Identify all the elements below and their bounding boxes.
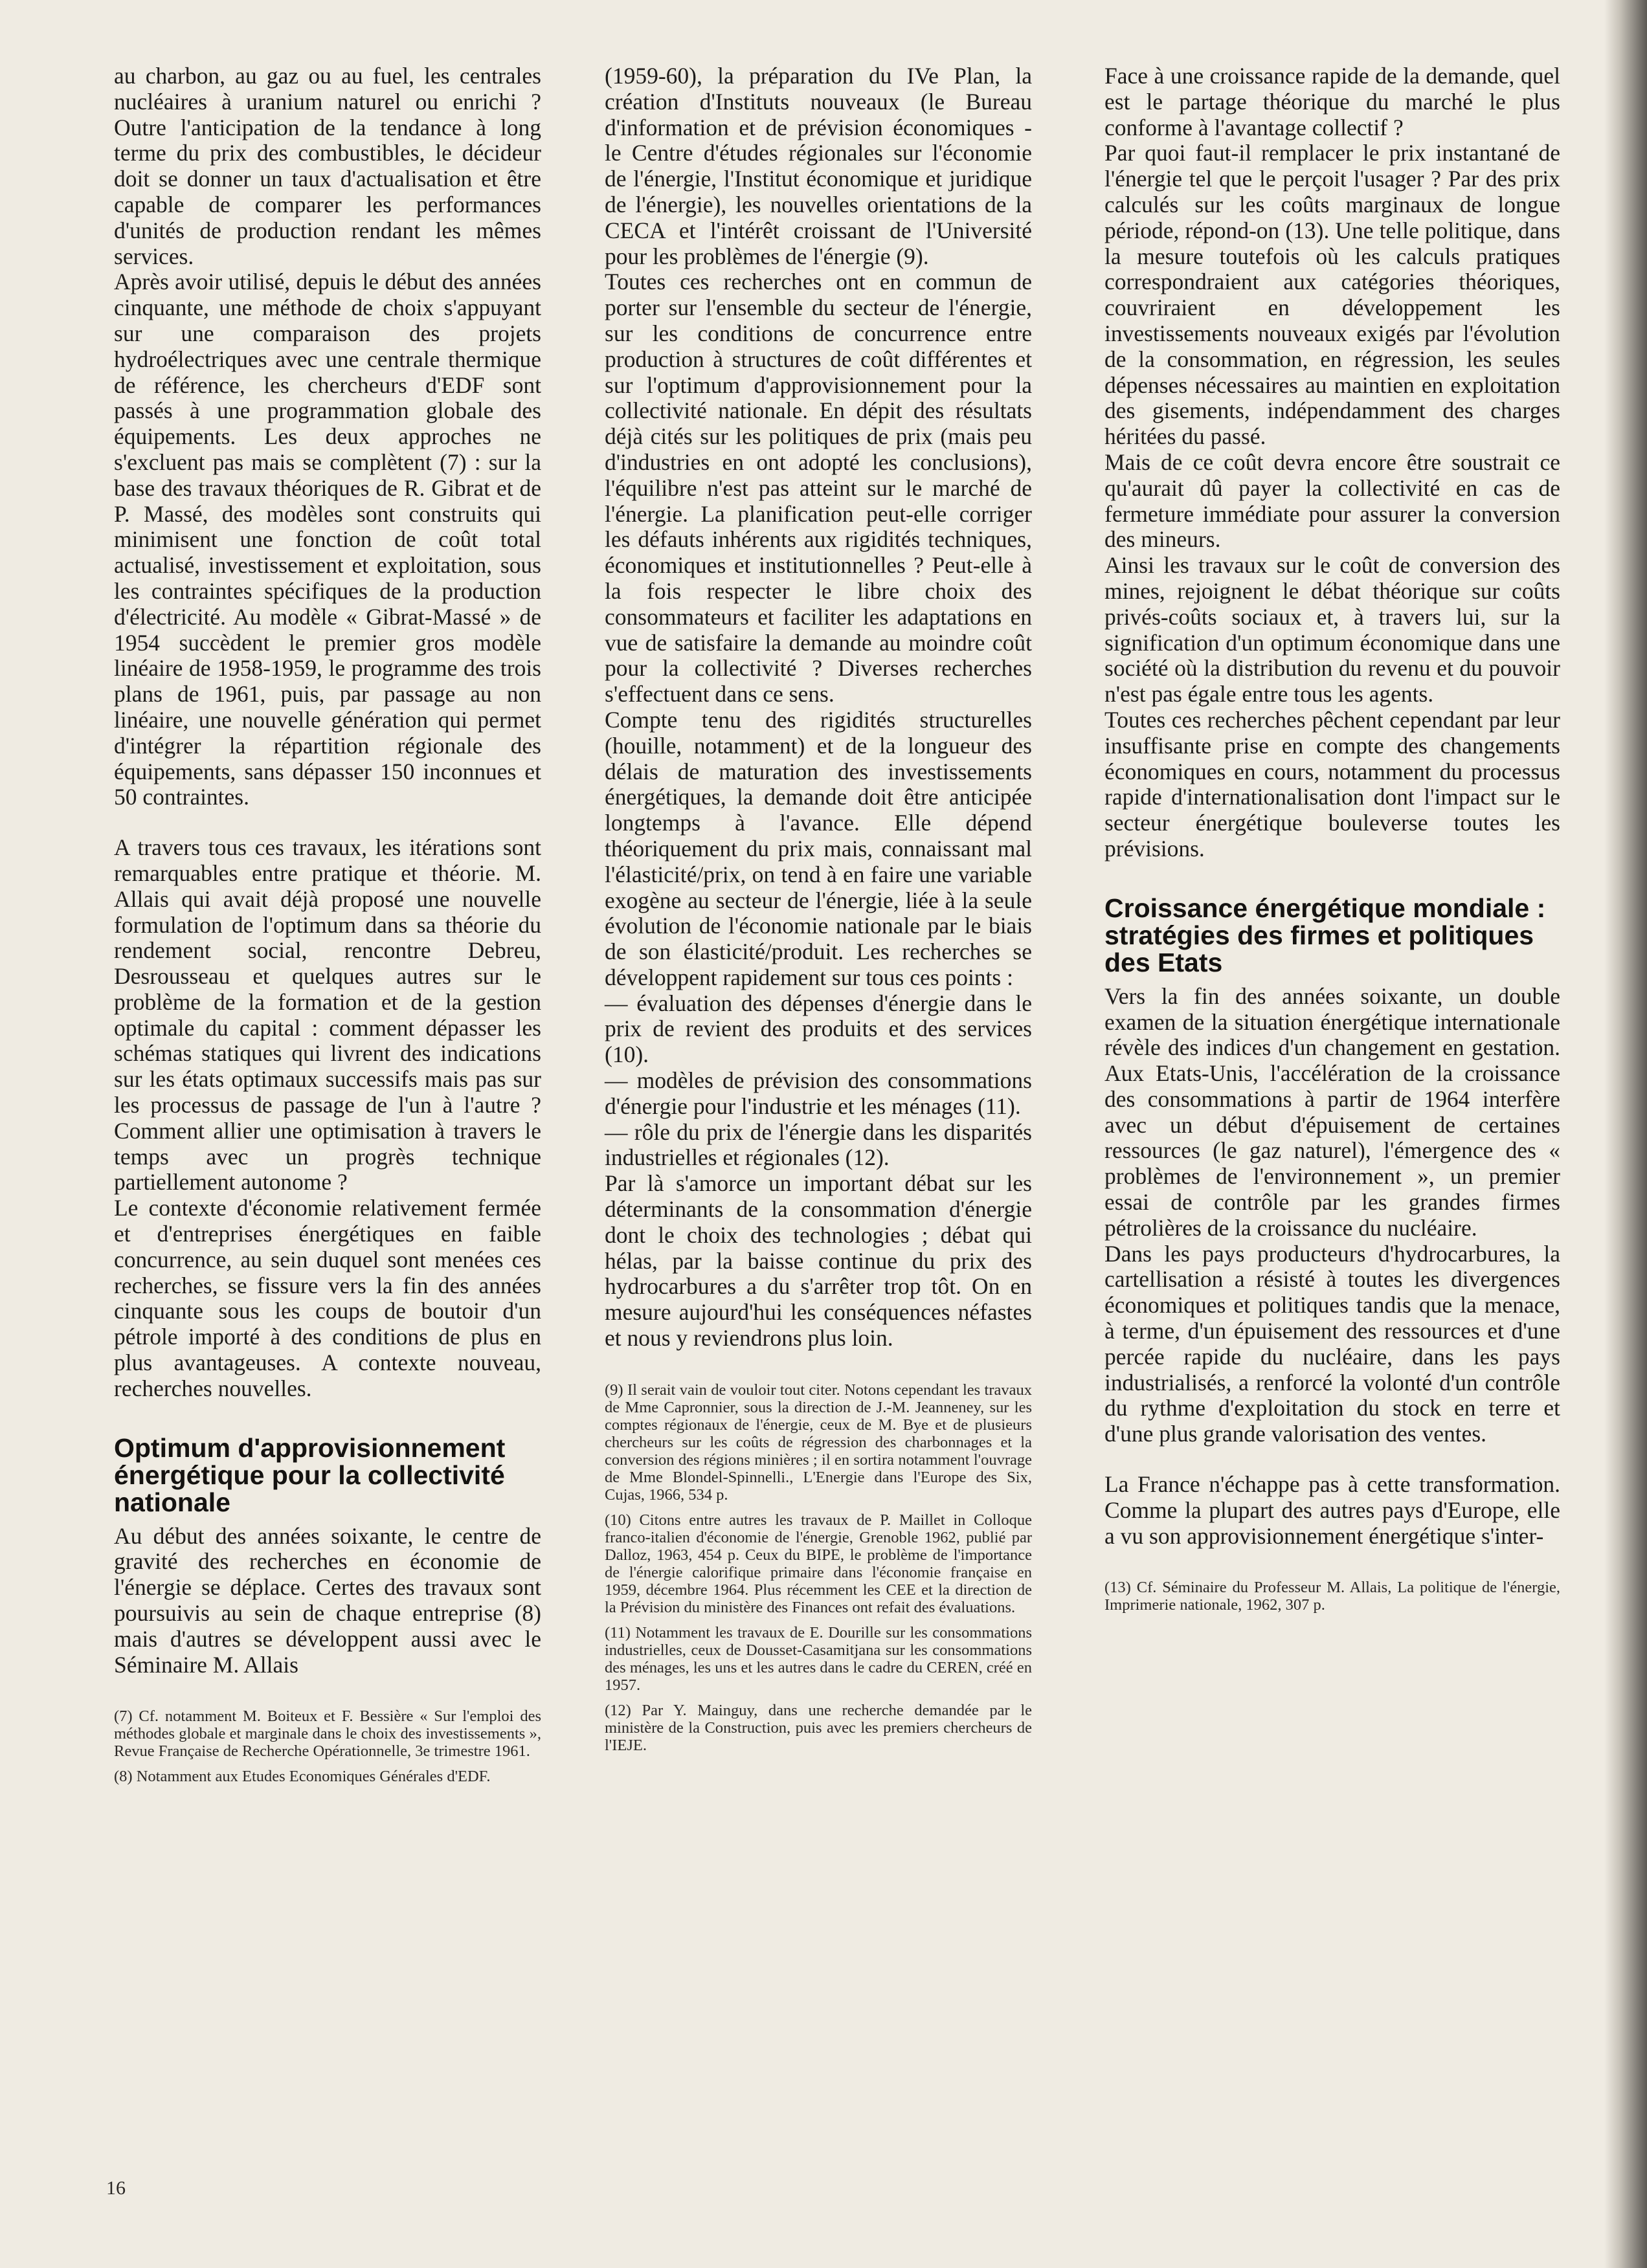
body-paragraph: Ainsi les travaux sur le coût de conversion des mines, rejoignent le débat théorique sur coûts privés-coûts sociaux et, à travers lui, sur la signification d'un optimum économique dans une société où la distribution du revenu et du pouvoir n'est pas égale entre tous les agents. bbox=[1104, 552, 1560, 707]
footnote: (13) Cf. Séminaire du Professeur M. Allais, La politique de l'énergie, Imprimerie nationale, 1962, 307 p. bbox=[1104, 1579, 1560, 1614]
footnote: (7) Cf. notamment M. Boiteux et F. Bessière « Sur l'emploi des méthodes globale et marginale dans le choix des investissements », Revue Française de Recherche Opérationnelle, 3e trimestre 1961. bbox=[114, 1707, 541, 1761]
body-paragraph: Dans les pays producteurs d'hydrocarbures, la cartellisation a résisté à toutes les divergences économiques et politiques tandis que la menace, à terme, d'un épuisement des ressources et d'une percée rapide du nucléaire, dans les pays industrialisés, a renforcé la volonté d'un contrôle du rythme d'exploitation du stock en terre et d'une plus grande valorisation des ventes. bbox=[1104, 1240, 1560, 1447]
page-number: 16 bbox=[106, 2177, 126, 2199]
body-paragraph: La France n'échappe pas à cette transformation. Comme la plupart des autres pays d'Europe, elle a vu son approvisionnement énergétique s'inter- bbox=[1104, 1471, 1560, 1549]
footnote: (11) Notamment les travaux de E. Dourille sur les consommations industrielles, ceux de Dousset-Casamitjana sur les consommations des ménages, les uns et les autres dans le cadre du CEREN, créé en 1957. bbox=[605, 1623, 1032, 1694]
text-column-3 bbox=[1104, 63, 1560, 1621]
footnote: (8) Notamment aux Etudes Economiques Générales d'EDF. bbox=[114, 1768, 491, 1786]
footnotes bbox=[1104, 1579, 1560, 1614]
body-paragraph: (1959-60), la préparation du IVe Plan, la création d'Instituts nouveaux (le Bureau d'information et de prévision économiques - le Centre d'études régionales sur l'économie de l'énergie, l'Institut économique et juridique de l'énergie), les nouvelles orientations de la CECA et l'intérêt croissant de l'Université pour les problèmes de l'énergie (9). bbox=[605, 63, 1032, 269]
section-heading: Optimum d'approvisionnement énergétique pour la collectivité nationale bbox=[114, 1432, 506, 1517]
footnote: (12) Par Y. Mainguy, dans une recherche demandée par le ministère de la Construction, puis avec les premiers chercheurs de l'IEJE. bbox=[605, 1701, 1032, 1754]
body-paragraph: Toutes ces recherches ont en commun de porter sur l'ensemble du secteur de l'énergie, sur les conditions de concurrence entre production à structures de coût différentes et sur l'optimum d'approvisionnement pour la collectivité nationale. En dépit des résultats déjà cités sur les politiques de prix (mais peu d'industries en ont adopté les conclusions), l'équilibre n'est pas atteint sur le marché de l'énergie. La planification peut-elle corriger les défauts inhérents aux rigidités techniques, économiques et institutionnelles ? Peut-elle à la fois respecter le libre choix des consommateurs et faciliter les adaptations en vue de satisfaire la demande au moindre coût pour la collectivité ? Diverses recherches s'effectuent dans ce sens. bbox=[605, 269, 1032, 707]
body-paragraph: Toutes ces recherches pêchent cependant par leur insuffisante prise en compte des changements économiques en cours, notamment du processus rapide d'internationalisation dont l'impact sur le secteur énergétique bouleverse toutes les prévisions. bbox=[1104, 706, 1560, 862]
body-paragraph: Par quoi faut-il remplacer le prix instantané de l'énergie tel que le perçoit l'usager ? Par des prix calculés sur les coûts marginaux de longue période, répond-on (13). Une telle politique, dans la mesure toutefois où les calculs pratiques correspondraient aux catégories théoriques, couvriraient en développement les investissements nouveaux exigés par l'évolution de la consommation, en régression, les seules dépenses nécessaires au maintien en exploitation des gisements, indépendamment des charges héritées du passé. bbox=[1104, 140, 1560, 450]
list-item: — évaluation des dépenses d'énergie dans le prix de revient des produits et des services (10). bbox=[605, 990, 1032, 1068]
section-heading: Croissance énergétique mondiale : stratégies des firmes et politiques des Etats bbox=[1104, 893, 1546, 977]
body-paragraph: Au début des années soixante, le centre de gravité des recherches en économie de l'énergie se déplace. Certes des travaux sont poursuivis au sein de chaque entreprise (8) mais d'autres se développent aussi avec le Séminaire M. Allais bbox=[114, 1522, 541, 1678]
text-column-2 bbox=[605, 63, 1032, 1762]
body-paragraph: Compte tenu des rigidités structurelles (houille, notamment) et de la longueur des délais de maturation des investissements énergétiques, la demande doit être anticipée longtemps à l'avance. Elle dépend théoriquement du prix mais, connaissant mal l'élasticité/prix, on tend à en faire une variable exogène au secteur de l'énergie, liée à la seule évolution de l'économie nationale par le biais de son élasticité/produit. Les recherches se développent rapidement sur tous ces points : bbox=[605, 706, 1032, 990]
page-gutter-shadow bbox=[1604, 0, 1647, 2268]
body-paragraph: Vers la fin des années soixante, un double examen de la situation énergétique internationale révèle des indices d'un changement en gestation. Aux Etats-Unis, l'accélération de la croissance des consommations à partir de 1964 interfère avec un début d'épuisement de certaines ressources (le gaz naturel), l'émergence des « problèmes de l'environnement », un premier essai de contrôle par les grandes firmes pétrolières de la croissance du nucléaire. bbox=[1104, 983, 1560, 1241]
body-paragraph: au charbon, au gaz ou au fuel, les centrales nucléaires à uranium naturel ou enrichi ? Outre l'anticipation de la tendance à long terme du prix des combustibles, le décideur doit se donner un taux d'actualisation et être capable de comparer les performances d'unités de production rendant les mêmes services. bbox=[114, 63, 541, 269]
list-item: — modèles de prévision des consommations d'énergie pour l'industrie et les ménages (11). bbox=[605, 1067, 1032, 1119]
text-column-1 bbox=[114, 63, 541, 1793]
body-paragraph: Le contexte d'économie relativement fermée et d'entreprises énergétiques en faible concurrence, au sein duquel sont menées ces recherches, se fissure vers la fin des années cinquante sous les coups de boutoir d'un pétrole importé à des conditions de plus en plus avantageuses. A contexte nouveau, recherches nouvelles. bbox=[114, 1195, 541, 1401]
footnotes bbox=[114, 1707, 541, 1785]
research-list bbox=[605, 991, 1032, 1172]
body-paragraph: Par là s'amorce un important débat sur les déterminants de la consommation d'énergie dont le choix des technologies ; débat qui hélas, par la baisse continue du prix des hydrocarbures a du s'arrêter trop tôt. On en mesure aujourd'hui les conséquences néfastes et nous y reviendrons plus loin. bbox=[605, 1170, 1032, 1351]
footnote: (9) Il serait vain de vouloir tout citer. Notons cependant les travaux de Mme Capronnier, sous la direction de J.-M. Jeanneney, sur les comptes régionaux de l'énergie, ceux de M. Bye et de plusieurs chercheurs sur les coûts de régression des charbonnages et la conversion des régions minières ; il en sortira notamment l'ouvrage de Mme Blondel-Spinnelli., L'Energie dans l'Europe des Six, Cujas, 1966, 534 p. bbox=[605, 1381, 1032, 1504]
body-paragraph: Face à une croissance rapide de la demande, quel est le partage théorique du marché le plus conforme à l'avantage collectif ? bbox=[1104, 63, 1560, 140]
body-paragraph: A travers tous ces travaux, les itérations sont remarquables entre pratique et théorie. M. Allais qui avait déjà proposé une nouvelle formulation de l'optimum dans sa théorie du rendement social, rencontre Debreu, Desrousseau et quelques autres sur le problème de la formation et de la gestion optimale du capital : comment dépasser les schémas statiques qui livrent des indications sur les états optimaux successifs mais pas sur les processus de passage de l'un à l'autre ? Comment allier une optimisation à travers le temps avec un progrès technique partiellement autonome ? bbox=[114, 834, 541, 1195]
footnotes bbox=[605, 1381, 1032, 1754]
list-item: — rôle du prix de l'énergie dans les disparités industrielles et régionales (12). bbox=[605, 1118, 1032, 1171]
footnote: (10) Citons entre autres les travaux de P. Maillet in Colloque franco-italien d'économie de l'énergie, Grenoble 1962, publié par Dalloz, 1963, 454 p. Ceux du BIPE, le problème de l'importance de l'énergie calorifique primaire dans l'économie française en 1959, décembre 1964. Plus récemment les CEE et la direction de la Prévision du ministère des Finances ont refait des évaluations. bbox=[605, 1511, 1032, 1616]
body-paragraph: Mais de ce coût devra encore être soustrait ce qu'aurait dû payer la collectivité en cas de fermeture immédiate pour assurer la conversion des mineurs. bbox=[1104, 449, 1560, 553]
body-paragraph: Après avoir utilisé, depuis le début des années cinquante, une méthode de choix s'appuyant sur une comparaison des projets hydroélectriques avec une centrale thermique de référence, les chercheurs d'EDF sont passés à une programmation globale des équipements. Les deux approches ne s'excluent pas mais se complètent (7) : sur la base des travaux théoriques de R. Gibrat et de P. Massé, des modèles sont construits qui minimisent une fonction de coût total actualisé, investissement et exploitation, sous les contraintes spécifiques de la production d'électricité. Au modèle « Gibrat-Massé » de 1954 succèdent le premier gros modèle linéaire de 1958-1959, le programme des trois plans de 1961, puis, par passage au non linéaire, une nouvelle génération qui permet d'intégrer la répartition régionale des équipements, sans dépasser 150 inconnues et 50 contraintes. bbox=[114, 269, 541, 810]
